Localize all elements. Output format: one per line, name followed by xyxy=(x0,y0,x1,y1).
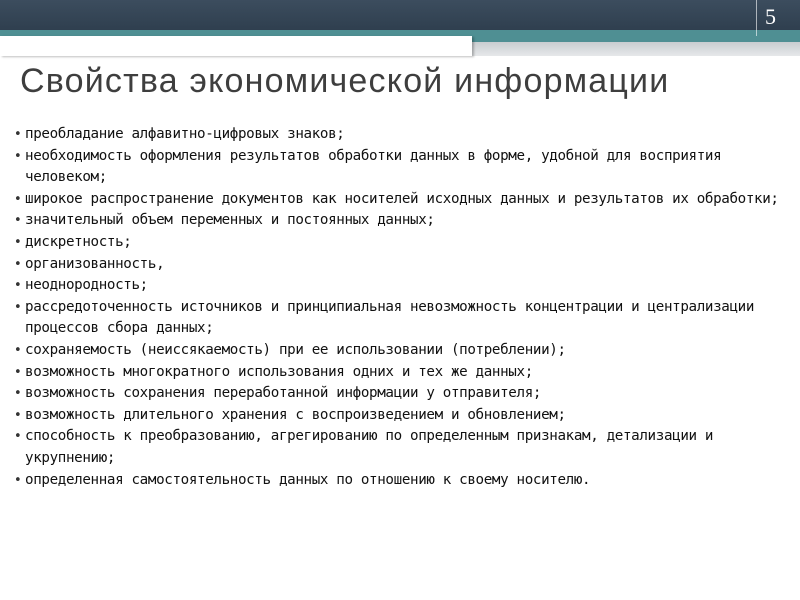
list-item-text: рассредоточенность источников и принципиальная невозможность концентрации и централизации процессов сбора данных; xyxy=(25,298,755,337)
list-item xyxy=(14,362,784,384)
bullet-icon: • xyxy=(14,299,22,315)
list-item xyxy=(14,383,784,405)
header-bar xyxy=(0,0,800,30)
bullet-icon: • xyxy=(14,364,22,380)
bullet-icon: • xyxy=(14,472,22,488)
list-item xyxy=(14,189,784,211)
list-item xyxy=(14,254,784,276)
list-item xyxy=(14,470,784,492)
list-item-text: широкое распространение документов как носителей исходных данных и результатов их обработки; xyxy=(25,190,779,207)
list-item-text: неоднородность; xyxy=(25,277,148,294)
list-item xyxy=(14,297,784,340)
slide-title: Свойства экономической информации xyxy=(20,62,670,100)
bullet-icon: • xyxy=(14,127,22,142)
bullet-icon: • xyxy=(14,213,22,229)
bullet-icon: • xyxy=(14,407,22,423)
list-item xyxy=(14,232,784,254)
bullet-icon: • xyxy=(14,386,22,402)
list-item xyxy=(14,124,784,146)
list-item-text: возможность многократного использования одних и тех же данных; xyxy=(25,363,533,380)
list-item xyxy=(14,340,784,362)
list-item-text: организованность, xyxy=(25,255,165,272)
list-item-text: значительный объем переменных и постоянных данных; xyxy=(25,212,435,229)
bullet-list xyxy=(14,124,784,491)
slide-number-divider xyxy=(756,0,757,36)
bullet-icon: • xyxy=(14,256,22,272)
list-item-text: способность к преобразованию, агрегированию по определенным признакам, детализации и укрупнению; xyxy=(25,428,714,466)
bullet-icon: • xyxy=(14,278,22,294)
list-item-text: дискретность; xyxy=(25,233,132,250)
list-item-text: сохраняемость (неиссякаемость) при ее использовании (потреблении); xyxy=(25,341,566,358)
list-item xyxy=(14,426,784,469)
bullet-icon: • xyxy=(14,234,22,250)
list-item xyxy=(14,275,784,297)
list-item-text: преобладание алфавитно-цифровых знаков; xyxy=(25,126,345,142)
list-item xyxy=(14,405,784,427)
list-item xyxy=(14,146,784,189)
list-item-text: необходимость оформления результатов обработки данных в форме, удобной для восприятия человеком; xyxy=(25,147,722,186)
title-tab xyxy=(0,36,472,56)
list-item-text: возможность длительного хранения с воспроизведением и обновлением; xyxy=(25,406,566,423)
slide-number: 5 xyxy=(765,4,776,29)
list-item-text: возможность сохранения переработанной информации у отправителя; xyxy=(25,385,542,402)
bullet-icon: • xyxy=(14,148,22,164)
bullet-icon: • xyxy=(14,429,22,445)
bullet-icon: • xyxy=(14,342,22,358)
list-item xyxy=(14,210,784,232)
bullet-icon: • xyxy=(14,191,22,207)
list-item-text: определенная самостоятельность данных по отношению к своему носителю. xyxy=(25,471,591,488)
